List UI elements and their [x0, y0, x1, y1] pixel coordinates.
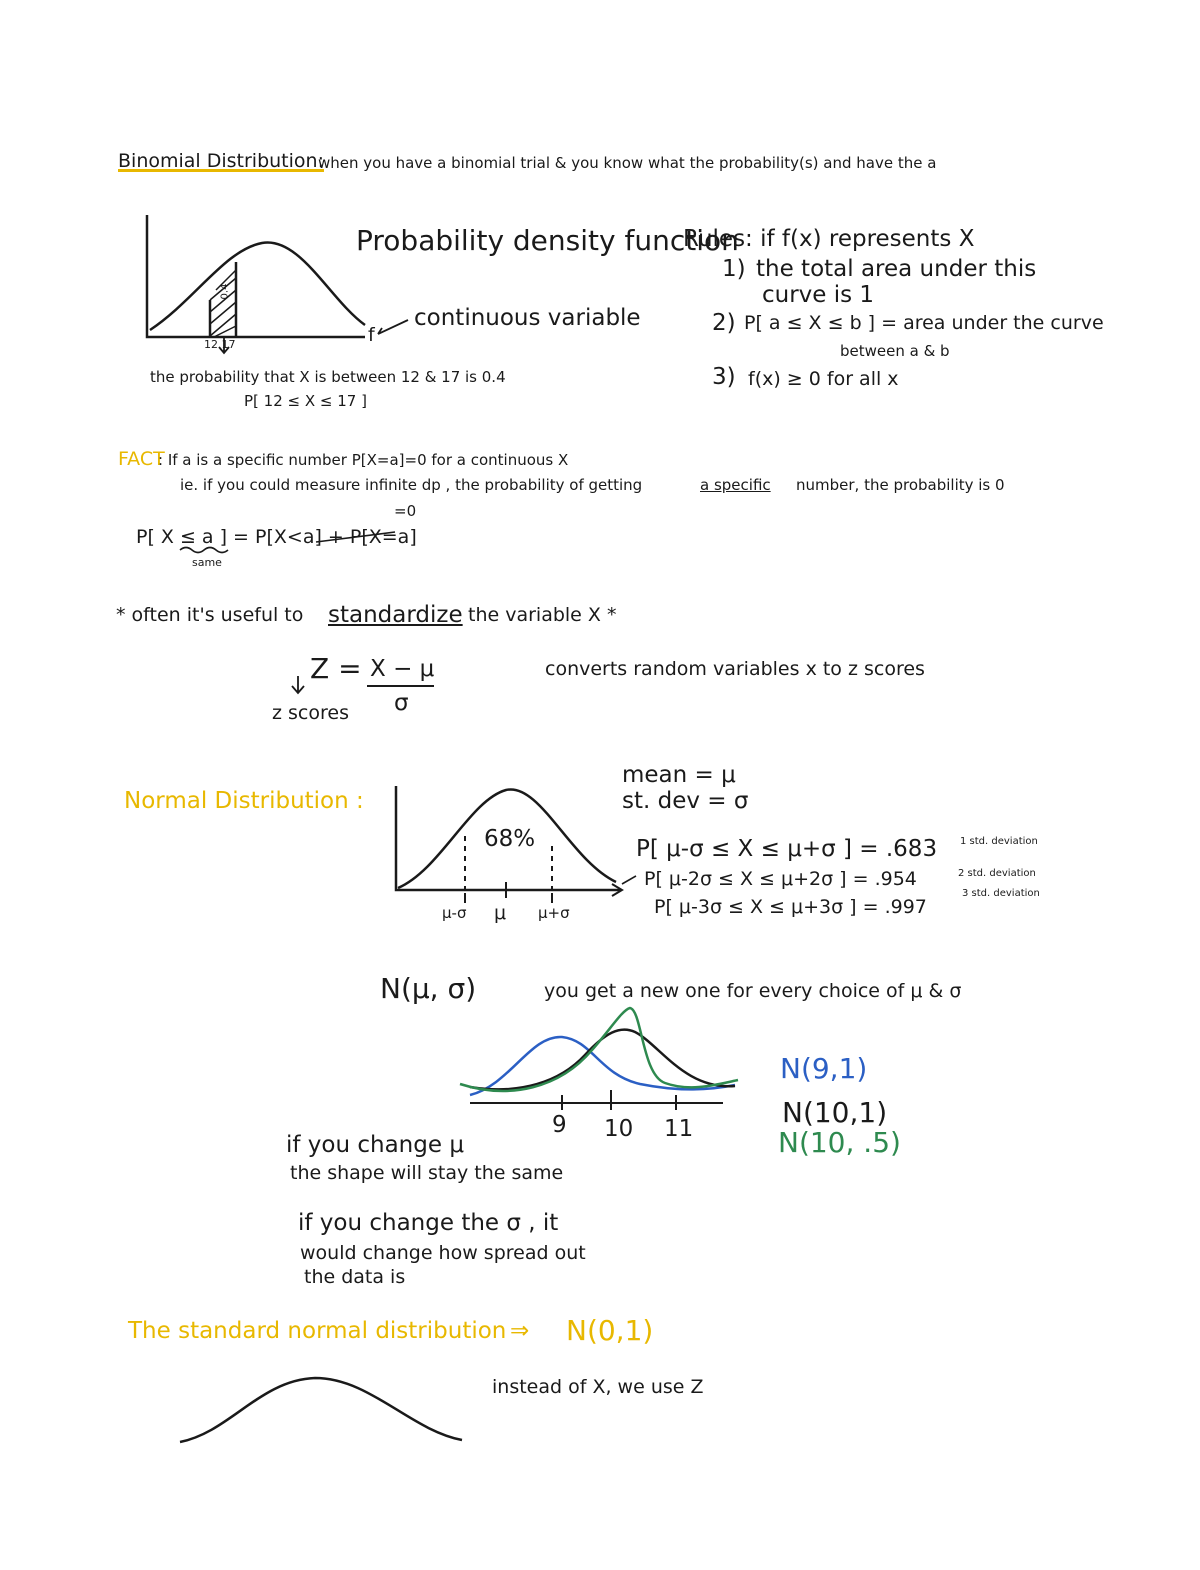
standard-normal-notation: N(0,1) — [566, 1314, 654, 1347]
family-axis — [470, 1090, 723, 1110]
pdf-figure-axes — [147, 215, 365, 337]
rule-1-line-b: curve is 1 — [762, 282, 875, 308]
rule-1-number: 1) — [722, 256, 746, 282]
standardize-suffix: the variable X * — [468, 604, 617, 626]
legend-n-9-1: N(9,1) — [780, 1052, 868, 1085]
standard-normal-curve — [180, 1378, 462, 1442]
note-2sd: 2 std. deviation — [958, 868, 1036, 879]
rule-68: P[ μ-σ ≤ X ≤ μ+σ ] = .683 — [636, 836, 938, 862]
pdf-title: Probability density function — [356, 224, 739, 257]
rule-1-line-a: the total area under this — [756, 256, 1037, 282]
standardize-keyword: standardize — [328, 602, 463, 628]
sd-line: st. dev = σ — [622, 788, 749, 814]
rule-3-line: f(x) ≥ 0 for all x — [748, 368, 899, 390]
normal-heading: Normal Distribution : — [124, 788, 364, 814]
standard-normal-note: instead of X, we use Z — [492, 1376, 704, 1398]
pdf-curve — [150, 242, 365, 330]
family-note: you get a new one for every choice of μ & σ — [544, 980, 962, 1002]
legend-n-10-1: N(10,1) — [782, 1096, 888, 1129]
rule-3-number: 3) — [712, 364, 736, 390]
axis-right-label: μ+σ — [538, 904, 570, 922]
fact-line-2-end: number, the probability is 0 — [796, 476, 1005, 494]
shaded-label: 0.4 — [219, 283, 231, 300]
tick-10: 10 — [604, 1116, 634, 1142]
z-formula-lhs: Z = — [310, 652, 362, 685]
standard-normal-heading: The standard normal distribution — [128, 1318, 507, 1344]
change-sd-line-1: if you change the σ , it — [298, 1210, 559, 1236]
probability-note: the probability that X is between 12 & 17 is 0.4 — [150, 368, 506, 386]
binomial-description: when you have a binomial trial & you know what the probability(s) and have the a — [318, 154, 937, 172]
rule-2-number: 2) — [712, 310, 736, 336]
z-arrow — [292, 676, 304, 693]
same-note: same — [192, 556, 222, 569]
mean-line: mean = μ — [622, 762, 736, 788]
change-sd-line-3: the data is — [304, 1266, 406, 1288]
fact-line-1: : If a is a specific number P[X=a]=0 for a continuous X — [158, 451, 569, 469]
curve-label: continuous variable — [414, 305, 641, 331]
rule-95: P[ μ-2σ ≤ X ≤ μ+2σ ] = .954 — [644, 868, 917, 890]
rule-99: P[ μ-3σ ≤ X ≤ μ+3σ ] = .997 — [654, 896, 927, 918]
fact-line-2: ie. if you could measure infinite dp , the probability of getting — [180, 476, 643, 494]
legend-n-10-05: N(10, .5) — [778, 1126, 901, 1159]
zero-mark: =0 — [394, 502, 417, 520]
tick-9: 9 — [552, 1112, 567, 1138]
converts-note: converts random variables x to z scores — [545, 658, 925, 680]
percent-label: 68% — [484, 826, 536, 852]
change-mu-line-2: the shape will stay the same — [290, 1162, 564, 1184]
normal-notation: N(μ, σ) — [380, 972, 477, 1005]
note-1sd: 1 std. deviation — [960, 836, 1038, 847]
fact-equation: P[ X ≤ a ] = P[X<a] + P[X=a] — [136, 526, 417, 548]
standard-normal-arrow: ⇒ — [510, 1318, 530, 1344]
rules-label: Rules: if f(x) represents X — [683, 226, 975, 252]
note-3sd: 3 std. deviation — [962, 888, 1040, 899]
pointer-label: f — [368, 324, 375, 346]
pointer-arrow — [378, 320, 408, 334]
probability-expression: P[ 12 ≤ X ≤ 17 ] — [244, 392, 367, 410]
tick-11: 11 — [664, 1116, 694, 1142]
rule-2-line-b: between a & b — [840, 342, 950, 360]
standardize-prefix: * often it's useful to — [116, 604, 304, 626]
rule-2-line-a: P[ a ≤ X ≤ b ] = area under the curve — [744, 312, 1104, 334]
axis-mid-label: μ — [494, 902, 507, 924]
tick-label: 12 17 — [204, 338, 236, 351]
binomial-heading: Binomial Distribution: — [118, 150, 324, 172]
axis-left-label: μ-σ — [442, 904, 467, 922]
change-sd-line-2: would change how spread out — [300, 1242, 586, 1264]
same-squiggle — [180, 548, 228, 553]
fact-line-2-emphasis: a specific — [700, 476, 771, 494]
change-mu-line-1: if you change μ — [286, 1132, 464, 1158]
z-scores-label: z scores — [272, 702, 349, 724]
fact-label: FACT — [118, 448, 165, 470]
z-formula-denominator: σ — [394, 690, 409, 716]
z-formula-numerator: X − μ — [370, 656, 435, 682]
